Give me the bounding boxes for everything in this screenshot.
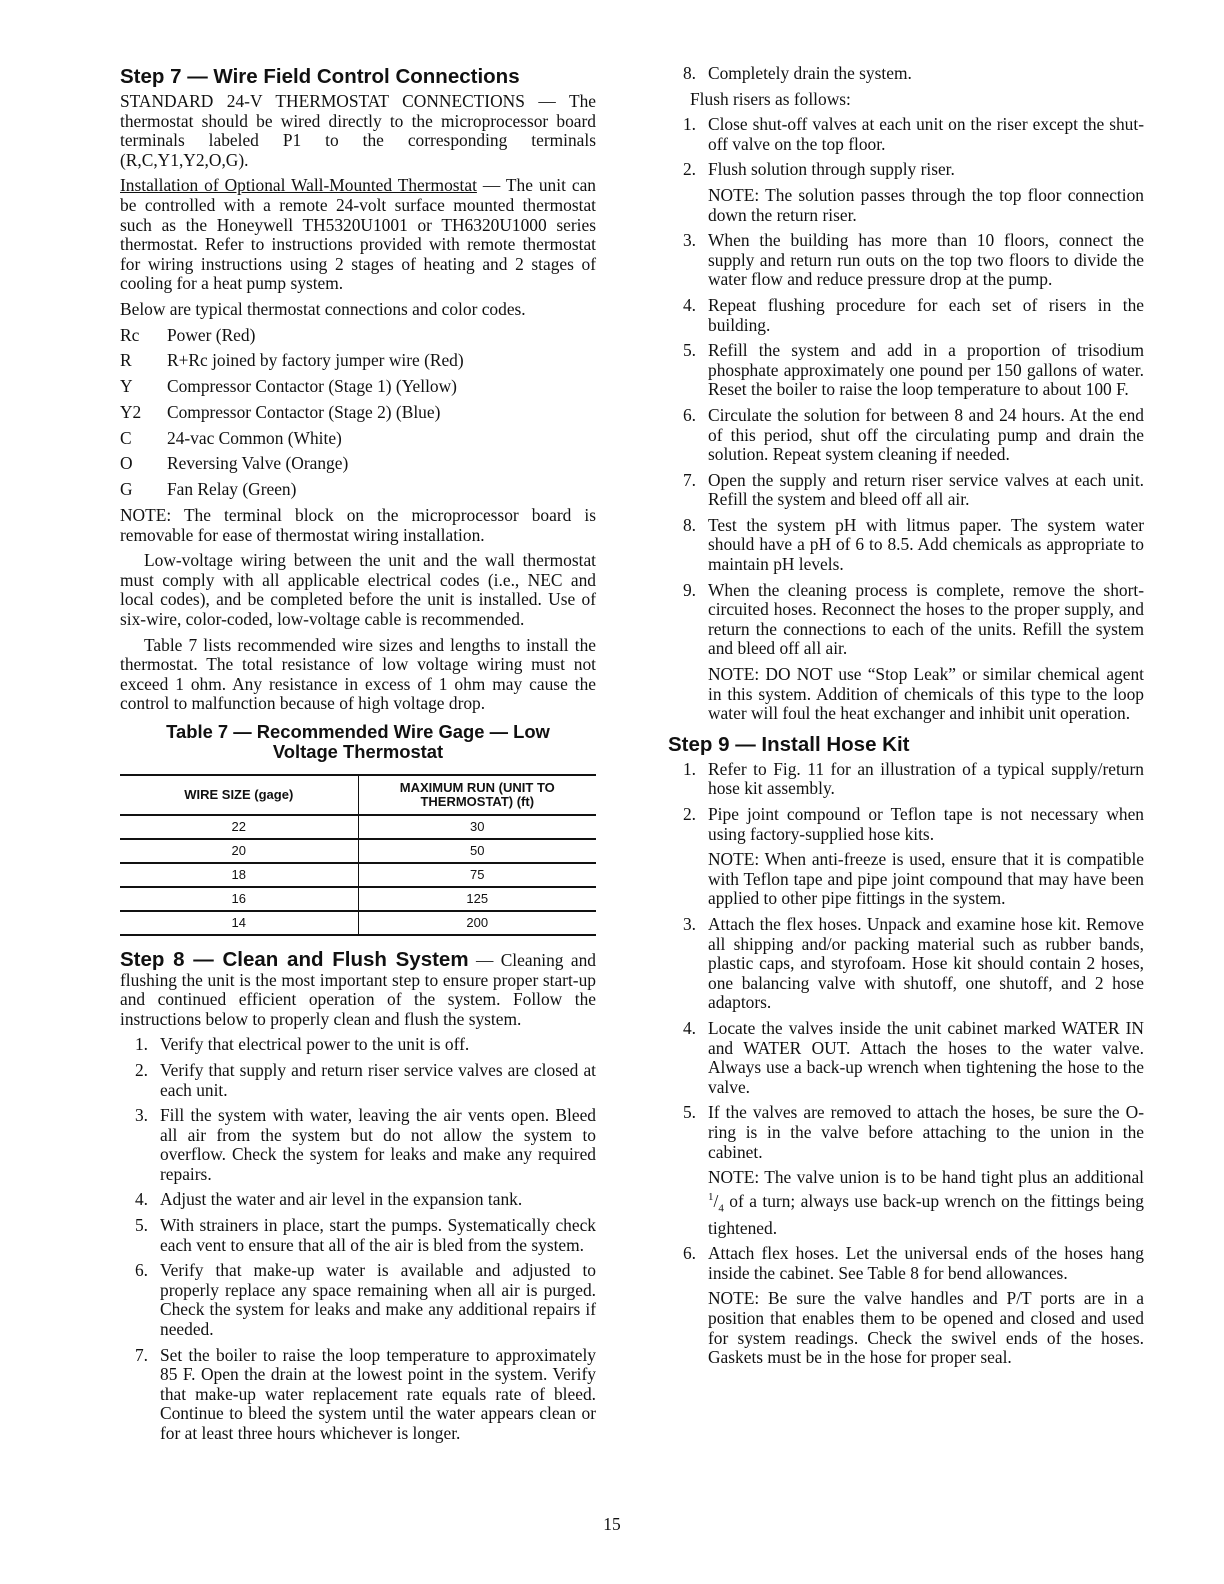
list-item [120,1061,596,1100]
item-text: With strainers in place, start the pumps. Systematically check each vent to ensure that all of the air is bled from the system. [160,1215,596,1255]
item-text: Verify that make-up water is available and adjusted to properly replace any space remaining when all air is purged. Check the system for leaks and make any additional repairs if needed. [160,1260,596,1340]
item-number: 5. [682,1102,696,1123]
table-row [120,911,596,935]
wire-size-cell: 22 [120,815,358,839]
wire-size-cell: 16 [120,887,358,911]
valve-handles-note: NOTE: Be sure the valve handles and P/T ports are in a position that enables them to be opened and closed and used for system readings. Check the swivel ends of the hoses. Gaskets must be in the hose for proper seal. [708,1288,1144,1368]
item-number: 8. [682,63,696,83]
terminal-code: Rc [120,324,140,345]
page-number: 15 [603,1514,621,1534]
wire-size-cell: 14 [120,911,358,935]
step8-heading: Step 8 — Clean and Flush System [120,947,469,971]
item-number: 2. [134,1059,148,1080]
max-run-cell: 200 [358,911,596,935]
terminal-code: G [120,479,133,500]
terminal-code: C [120,427,132,448]
valve-union-note: NOTE: The valve union is to be hand tight plus an additional $^1/_4$ of a turn; always use back-up wrench on the fittings being tightened. [708,1167,1144,1238]
item-text: Open the supply and return riser service valves at each unit. Refill the system and bleed off all air. [708,469,1144,510]
terminal-block-note: NOTE: The terminal block on the microprocessor board is removable for ease of thermostat wiring installation. [120,505,596,545]
item-text: Flush solution through supply riser. [708,159,955,180]
item-number: 2. [682,804,696,824]
item-number: 4. [682,294,696,315]
item-text: Circulate the solution for between 8 and 24 hours. At the end of this period, shut off the circulating pump and drain the solution. Repeat system cleaning if needed. [708,404,1144,465]
flush-note: NOTE: The solution passes through the top floor connection down the return riser. [708,184,1144,225]
max-run-cell: 75 [358,863,596,887]
max-run-cell: 30 [358,815,596,839]
step7-optional-thermostat-paragraph [120,176,596,294]
color-code-row [120,377,596,397]
list-item [120,1106,596,1184]
list-item [668,581,1144,659]
item-number: 3. [682,913,696,934]
terminal-description: Power (Red) [167,324,256,345]
item-text: Refill the system and add in a proportion of trisodium phosphate approximately one pound per 150 gallons of water. Reset the boiler to raise the loop temperature to about 100 F. [708,340,1144,400]
wire-size-cell: 18 [120,863,358,887]
color-code-row [120,326,596,346]
terminal-description: Fan Relay (Green) [167,479,297,500]
list-item [668,516,1144,575]
item-text: Repeat flushing procedure for each set of risers in the building. [708,294,1144,335]
wire-gage-table [120,774,596,936]
fraction-denominator: 4 [718,1201,724,1214]
item-number: 4. [682,1017,696,1038]
item-text: Verify that supply and return riser service valves are closed at each unit. [160,1059,596,1100]
list-item [120,1035,596,1055]
item-number: 6. [682,404,696,425]
table-row [120,839,596,863]
item-number: 2. [682,159,696,180]
valve-union-note-text-a: NOTE: The valve union is to be hand tight plus an additional [708,1167,1144,1188]
list-item [120,1261,596,1339]
max-run-cell: 50 [358,839,596,863]
step8-intro-paragraph [120,947,596,1029]
item-text: Set the boiler to raise the loop temperature to approximately 85 F. Open the drain at the lowest point in the system. Verify that make-up water replacement rate equals rate of bleed. Continue to bleed the system until the water appears clean or for at least three hours whichever is longer. [160,1344,596,1443]
step7-heading: Step 7 — Wire Field Control Connections [120,65,520,88]
terminal-code: Y [120,376,133,397]
optional-thermostat-text: — The unit can be controlled with a remote 24-volt surface mounted thermostat such as the Honeywell TH5320U1001 or TH6320U1000 series thermostat. Refer to instructions provided with remote thermostat for wiring instructions using 2 stages of heating and 2 stages of cooling for a heat pump system. [120,175,596,294]
color-code-row [120,454,596,474]
list-item [668,1103,1144,1162]
list-item [120,1216,596,1255]
item-number: 5. [134,1215,148,1236]
right-column [668,64,1144,1374]
step9-heading: Step 9 — Install Hose Kit [668,732,910,756]
step7-thermostat-connections-paragraph: STANDARD 24-V THERMOSTAT CONNECTIONS — The thermostat should be wired directly to the microprocessor board terminals labeled P1 to the corresponding terminals (R,C,Y1,Y2,O,G). [120,91,596,170]
item-text: Completely drain the system. [708,63,912,83]
valve-union-note-text-b: of a turn; always use back-up wrench on the fittings being tightened. [708,1190,1144,1238]
table-row [120,815,596,839]
low-voltage-wiring-paragraph: Low-voltage wiring between the unit and the wall thermostat must comply with all applicable electrical codes (i.e., NEC and local codes), and be completed before the unit is installed. Use of six-wire, color-coded, low-voltage cable is recommended. [120,550,596,629]
item-number: 6. [134,1260,148,1281]
item-number: 5. [682,340,696,361]
list-item [120,1190,596,1210]
list-item [668,341,1144,400]
list-item [668,160,1144,180]
step8-intro-text: — Cleaning and flushing the unit is the most important step to ensure proper start-up and continued efficient operation of the system. Follow the instructions below to properly clean and flush the system. [120,949,596,1029]
fraction-numerator: 1 [708,1190,714,1203]
item-text: Pipe joint compound or Teflon tape is not necessary when using factory-supplied hose kits. [708,804,1144,844]
table7-caption [120,722,596,762]
list-item [668,805,1144,844]
table-row [120,863,596,887]
anti-freeze-note: NOTE: When anti-freeze is used, ensure that it is compatible with Teflon tape and pipe joint compound that may have been applied to other pipe fittings in the system. [708,849,1144,909]
item-text: Refer to Fig. 11 for an illustration of a typical supply/return hose kit assembly. [708,758,1144,799]
terminal-description: Compressor Contactor (Stage 2) (Blue) [167,401,441,422]
item-number: 1. [682,114,696,135]
wire-size-paragraph: Table 7 lists recommended wire sizes and lengths to install the thermostat. The total resistance of low voltage wiring must not exceed 1 ohm. Any resistance in excess of 1 ohm may cause the control to malfunction because of high voltage drop. [120,634,596,714]
list-item [668,406,1144,465]
list-item [668,296,1144,335]
item-text: Attach flex hoses. Let the universal ends of the hoses hang inside the cabinet. See Table 8 for bend allowances. [708,1243,1144,1283]
item-number: 6. [682,1243,696,1264]
item-number: 7. [134,1344,148,1365]
list-item [668,1244,1144,1283]
item-number: 4. [134,1189,148,1210]
optional-thermostat-underlined-heading: Installation of Optional Wall-Mounted Thermostat [120,175,477,196]
item-number: 1. [682,758,696,779]
list-item [668,471,1144,510]
list-item [668,231,1144,290]
wire-size-header: WIRE SIZE (gage) [120,775,358,815]
flush-risers-intro: Flush risers as follows: [690,88,851,109]
max-run-cell: 125 [358,887,596,911]
step9-procedure-list [668,760,1144,1368]
terminal-description: Reversing Valve (Orange) [167,453,349,474]
table7-caption-line2: Voltage Thermostat [272,740,444,762]
item-text: Adjust the water and air level in the expansion tank. [160,1189,523,1210]
terminal-description: 24-vac Common (White) [167,427,342,448]
terminal-code: R [120,350,132,371]
list-item [668,915,1144,1013]
item-text: When the cleaning process is complete, remove the short-circuited hoses. Reconnect the hoses to the proper supply, and return the connections to each of the units. Refill the system and bleed off all air. [708,579,1144,659]
table-header-row [120,775,596,815]
maximum-run-header: MAXIMUM RUN (UNIT TO THERMOSTAT) (ft) [358,775,596,815]
terminal-description: Compressor Contactor (Stage 1) (Yellow) [167,376,457,397]
wire-size-cell: 20 [120,839,358,863]
color-code-row [120,403,596,423]
item-number: 7. [682,469,696,490]
table7-caption-line1: Table 7 — Recommended Wire Gage — Low [166,720,550,742]
table-row [120,887,596,911]
item-number: 3. [682,230,696,251]
item-text: Verify that electrical power to the unit is off. [160,1034,470,1055]
item-text: If the valves are removed to attach the hoses, be sure the O-ring is in the valve before attaching to the union in the cabinet. [708,1102,1144,1162]
list-item [668,115,1144,154]
terminal-code: Y2 [120,401,142,422]
item-text: Fill the system with water, leaving the air vents open. Bleed all air from the system but do not allow the system to overflow. Check the system for leaks and make any required repairs. [160,1105,596,1184]
list-item [120,1346,596,1444]
list-item [668,1019,1144,1097]
item-number: 1. [134,1034,148,1055]
list-item [668,760,1144,799]
item-number: 3. [134,1105,148,1126]
item-text: Locate the valves inside the unit cabinet marked WATER IN and WATER OUT. Attach the hoses to the water valve. Always use a back-up wrench when tightening the hose to the valve. [708,1017,1144,1097]
stop-leak-note: NOTE: DO NOT use “Stop Leak” or similar chemical agent in this system. Addition of chemicals of this type to the loop water will foul the heat exchanger and inhibit unit operation. [708,664,1144,724]
step8-procedure-list-continued [668,64,1144,84]
color-code-row [120,429,596,449]
terminal-description: R+Rc joined by factory jumper wire (Red) [167,350,464,371]
color-code-list [120,326,596,500]
item-number: 9. [682,579,696,600]
item-text: Test the system pH with litmus paper. The system water should have a pH of 6 to 8.5. Add chemicals as appropriate to maintain pH levels. [708,514,1144,575]
color-codes-intro: Below are typical thermostat connections and color codes. [120,298,526,319]
item-text: Close shut-off valves at each unit on the riser except the shut-off valve on the top floor. [708,114,1144,154]
item-text: Attach the flex hoses. Unpack and examine hose kit. Remove all shipping and/or packing material such as rubber bands, plastic caps, and styrofoam. Hose kit should contain 2 hoses, one balancing valve with shutoff, one shutoff, and 2 hose adaptors. [708,913,1144,1013]
color-code-row [120,480,596,500]
left-column [120,64,596,1450]
step8-procedure-list [120,1035,596,1443]
item-number: 8. [682,514,696,535]
item-text: When the building has more than 10 floors, connect the supply and return run outs on the top two floors to divide the water flow and reduce pressure drop at the pump. [708,230,1144,290]
flush-risers-list [668,115,1144,724]
terminal-code: O [120,453,133,474]
color-code-row [120,351,596,371]
list-item [668,64,1144,84]
